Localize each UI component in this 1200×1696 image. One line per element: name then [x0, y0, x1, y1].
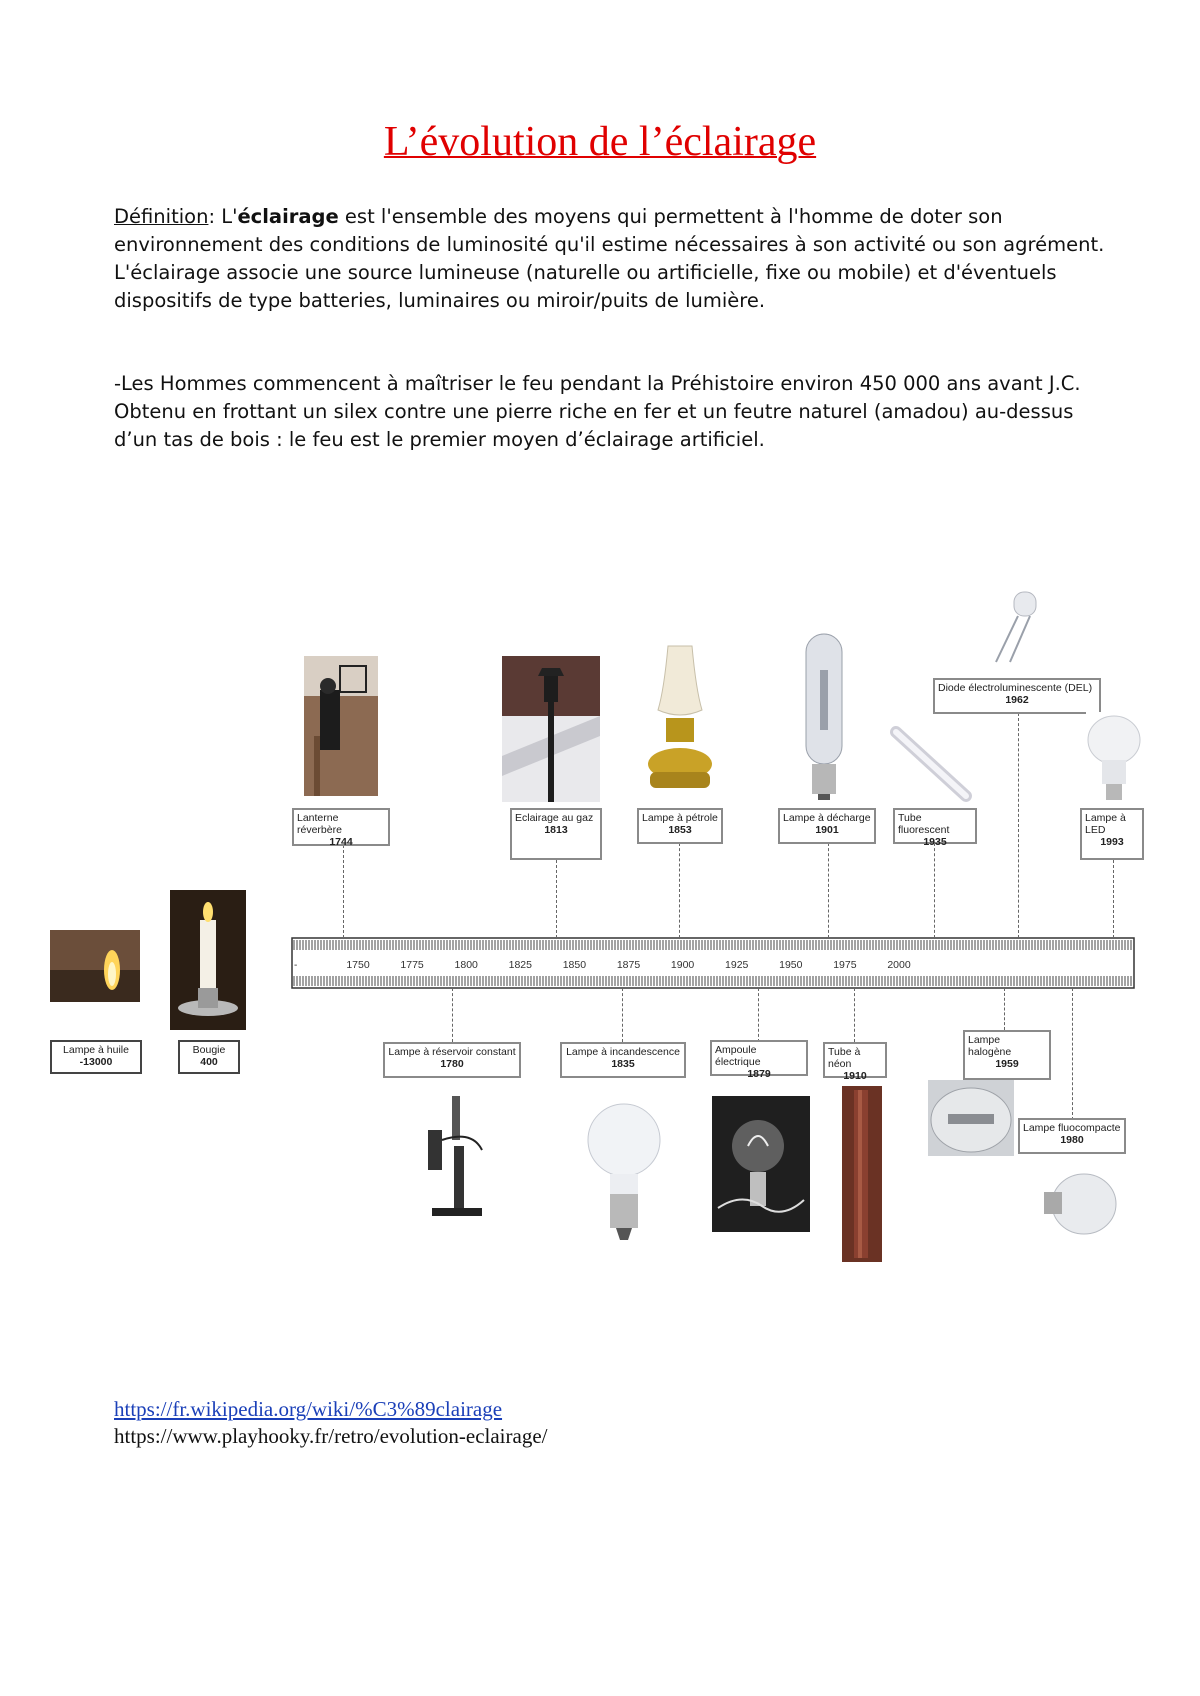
definition-sep: : L' [208, 205, 238, 228]
event-year: 1744 [329, 836, 353, 848]
event-year: 1835 [611, 1058, 635, 1070]
stem-1901 [828, 843, 829, 938]
discharge-lamp-image [796, 630, 852, 802]
axis-tick-label: 1825 [508, 959, 532, 971]
axis-tick-label: 1950 [779, 959, 803, 971]
event-year: 400 [200, 1056, 218, 1068]
gas-lamp-image [502, 656, 600, 802]
led-diode-image [978, 586, 1052, 666]
event-eclairage-gaz [510, 808, 602, 860]
event-year: 1962 [1005, 694, 1029, 706]
stem-1744 [343, 845, 344, 938]
oil-lamp-petrole-image [640, 640, 720, 796]
event-label: Ampoule électrique [715, 1044, 761, 1068]
halogen-lamp-image [928, 1080, 1014, 1156]
neon-tube-image [842, 1086, 882, 1262]
definition-line1: est l'ensemble des moyens qui permettent à l'homme de doter son [338, 205, 1003, 228]
stem-1935 [934, 843, 935, 938]
stem-1813 [556, 860, 557, 938]
stem-1879 [758, 988, 759, 1042]
led-bulb-image [1086, 712, 1142, 804]
event-label: Tube fluorescent [898, 812, 950, 836]
axis-tick-label: 1925 [725, 959, 749, 971]
event-label: Tube à néon [828, 1046, 861, 1070]
intro-line3: d’un tas de bois : le feu est le premier moyen d’éclairage artificiel. [114, 428, 765, 451]
stem-1993 [1113, 860, 1114, 938]
candle-image [170, 890, 246, 1030]
reservoir-lamp-image [412, 1090, 492, 1226]
axis-tick-label: 1775 [400, 959, 424, 971]
references [114, 1396, 547, 1450]
event-year: 1993 [1100, 836, 1124, 848]
definition-line2: environnement des conditions de luminosité qu'il estime nécessaires à son activité ou son agrément. [114, 233, 1105, 256]
stem-1910 [854, 988, 855, 1042]
axis-tick-label: 1750 [346, 959, 370, 971]
event-lanterne-reverbere [292, 808, 390, 846]
event-label: Lampe à réservoir constant [388, 1046, 516, 1058]
definition-term: éclairage [237, 205, 339, 228]
event-year: 1935 [923, 836, 947, 848]
axis-tick-label: 1800 [454, 959, 478, 971]
event-year: 1813 [544, 824, 568, 836]
event-lampe-fluocompacte [1018, 1118, 1126, 1154]
event-year: 1780 [440, 1058, 464, 1070]
event-year: 1853 [668, 824, 692, 836]
event-year: 1980 [1060, 1134, 1084, 1146]
event-label: Diode électroluminescente (DEL) [938, 682, 1093, 694]
event-tube-neon [823, 1042, 887, 1082]
definition-line4: dispositifs de type batteries, luminaires ou miroir/puits de lumière. [114, 289, 766, 312]
event-label: Lampe à décharge [783, 812, 871, 824]
street-lantern-image [304, 656, 378, 796]
event-label: Lampe halogène [968, 1034, 1012, 1058]
axis-tick-label: 1875 [616, 959, 641, 971]
event-bougie [178, 1040, 240, 1074]
stem-1835 [622, 988, 623, 1042]
definition-line3: L'éclairage associe une source lumineuse (naturelle ou artificielle, fixe ou mobile) et d'éventuels [114, 261, 1057, 284]
event-year: 1879 [747, 1068, 771, 1080]
axis-start-label: - [294, 960, 298, 971]
wikipedia-link[interactable]: https://fr.wikipedia.org/wiki/%C3%89clairage [114, 1397, 503, 1421]
event-label: Lampe à LED [1085, 812, 1126, 836]
stem-1853 [679, 843, 680, 938]
axis-tick-label: 2000 [887, 959, 911, 971]
stem-1962 [1018, 713, 1019, 938]
stem-1959 [1004, 988, 1005, 1030]
stem-1780 [452, 988, 453, 1042]
electric-bulb-image [712, 1096, 810, 1232]
event-lampe-decharge [778, 808, 876, 844]
event-lampe-petrole [637, 808, 723, 844]
event-year: 1910 [843, 1070, 867, 1082]
event-lampe-halogene [963, 1030, 1051, 1080]
playhooky-link: https://www.playhooky.fr/retro/evolution-eclairage/ [114, 1424, 548, 1448]
event-label: Eclairage au gaz [515, 812, 594, 824]
fluorescent-tube-image [888, 724, 974, 804]
event-lampe-reservoir [383, 1042, 521, 1078]
event-label: Lampe fluocompacte [1023, 1122, 1121, 1134]
intro-line1: -Les Hommes commencent à maîtriser le feu pendant la Préhistoire environ 450 000 ans avant J.C. [114, 372, 1081, 395]
axis-tick-label: 1975 [833, 959, 857, 971]
event-label: Lanterne réverbère [297, 812, 342, 836]
axis-tick-label: 1900 [670, 959, 695, 971]
intro-line2: Obtenu en frottant un silex contre une pierre riche en fer et un feutre naturel (amadou) au-dessus [114, 400, 1074, 423]
event-tube-fluorescent [893, 808, 977, 848]
event-year: 1959 [995, 1058, 1019, 1070]
stem-1980 [1072, 988, 1073, 1120]
event-label: Lampe à incandescence [566, 1046, 680, 1058]
page-title: L’évolution de l’éclairage [383, 119, 817, 165]
event-ampoule-electrique [710, 1040, 808, 1080]
event-lampe-huile [50, 1040, 142, 1074]
fluocompact-lamp-image [1036, 1166, 1120, 1242]
incandescent-bulb-image [584, 1092, 664, 1248]
event-diode-del [933, 678, 1101, 714]
axis-tick-label: 1850 [562, 959, 587, 971]
event-label: Lampe à huile [63, 1044, 129, 1056]
event-year: 1901 [815, 824, 839, 836]
event-lampe-led [1080, 808, 1144, 860]
event-label: Lampe à pétrole [642, 812, 718, 824]
event-label: Bougie [192, 1044, 226, 1056]
event-lampe-incandescence [560, 1042, 686, 1078]
oil-lamp-image [50, 930, 140, 1002]
event-year: -13000 [79, 1056, 113, 1068]
definition-label: Définition [114, 205, 209, 228]
